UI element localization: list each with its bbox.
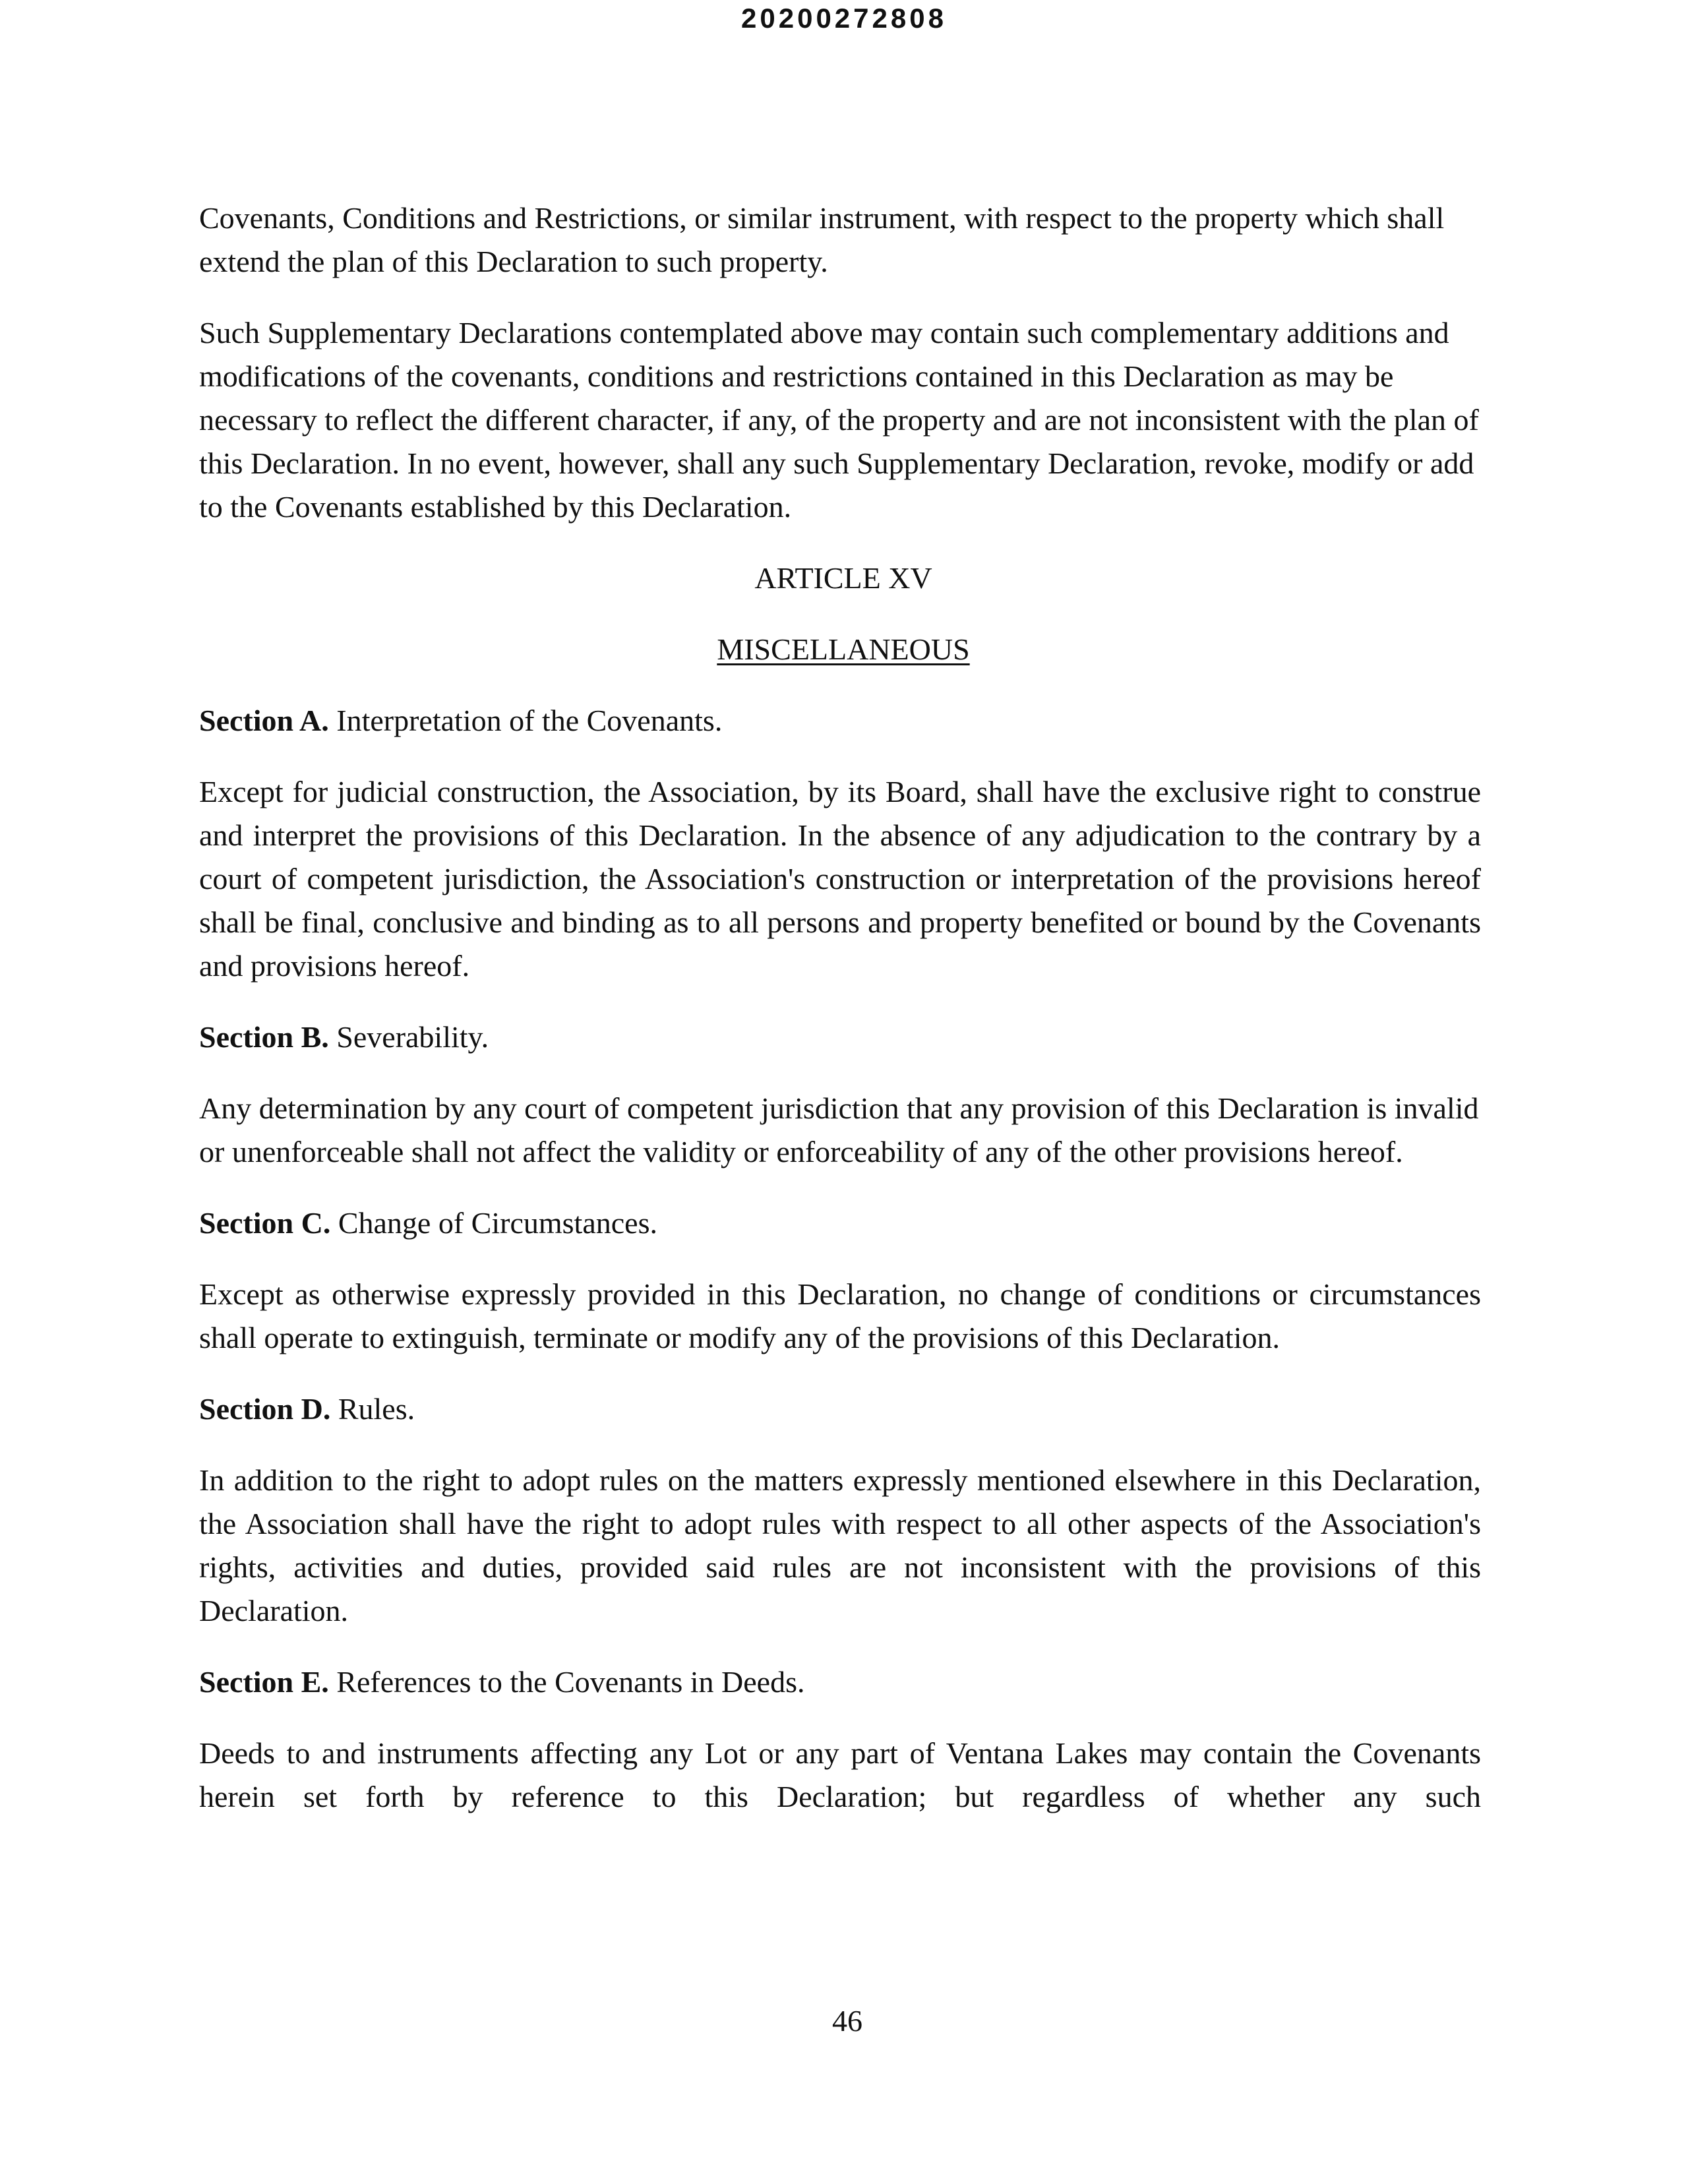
section-a-body: Except for judicial construction, the Association, by its Board, shall have the exclusive right to construe and interpret the provisions of this Declaration. In the absence of any adjudication to the contrary by a court of competent jurisdiction, the Association's construction or interpretation of the provisions hereof shall be final, conclusive and binding as to all persons and property benefited or bound by the Covenants and provisions hereof. (199, 775, 1481, 983)
section-d-label: Section D. (199, 1392, 331, 1426)
section-d-title: Rules. (338, 1392, 415, 1426)
section-a-label: Section A. (199, 704, 329, 737)
section-e-title: References to the Covenants in Deeds. (336, 1665, 805, 1699)
page-content (199, 197, 1481, 1846)
page-number: 46 (832, 2004, 862, 2038)
section-b-title: Severability. (336, 1020, 489, 1054)
section-a-heading (199, 699, 1481, 743)
section-c-body: Except as otherwise expressly provided in this Declaration, no change of conditions or circumstances shall operate to extinguish, terminate or modify any of the provisions of this Declaration. (199, 1277, 1481, 1354)
section-b-body: Any determination by any court of competent jurisdiction that any provision of this Declaration is invalid or unenforceable shall not affect the validity or enforceability of any of the other provisions hereof. (199, 1091, 1479, 1168)
section-b-heading (199, 1016, 1481, 1059)
section-c-label: Section C. (199, 1206, 331, 1240)
article-subtitle (199, 628, 1481, 671)
document-number: 20200272808 (741, 3, 947, 34)
section-e-heading (199, 1660, 1481, 1704)
section-a-title: Interpretation of the Covenants. (336, 704, 723, 737)
section-d-body: In addition to the right to adopt rules on the matters expressly mentioned elsewhere in this Declaration, the Association shall have the right to adopt rules with respect to all other aspects of the Association's rights, activities and duties, provided said rules are not inconsistent with the provisions of this Declaration. (199, 1463, 1481, 1627)
section-e-body: Deeds to and instruments affecting any Lot or any part of Ventana Lakes may contain the Covenants herein set forth by reference to this Declaration; but regardless of whether any such (199, 1736, 1481, 1813)
section-b-label: Section B. (199, 1020, 329, 1054)
paragraph-supplementary-declarations: Such Supplementary Declarations contemplated above may contain such complementary additions and modifications of the covenants, conditions and restrictions contained in this Declaration as may be necessary to reflect the different character, if any, of the property and are not inconsistent with the plan of this Declaration. In no event, however, shall any such Supplementary Declaration, revoke, modify or add to the Covenants established by this Declaration. (199, 316, 1479, 524)
section-c-heading (199, 1201, 1481, 1245)
section-e-label: Section E. (199, 1665, 329, 1699)
section-c-title: Change of Circumstances. (338, 1206, 657, 1240)
article-title: ARTICLE XV (754, 561, 932, 595)
section-d-heading (199, 1387, 1481, 1431)
article-subtitle-text: MISCELLANEOUS (717, 632, 970, 666)
paragraph-continuation: Covenants, Conditions and Restrictions, or similar instrument, with respect to the property which shall extend the plan of this Declaration to such property. (199, 201, 1445, 278)
